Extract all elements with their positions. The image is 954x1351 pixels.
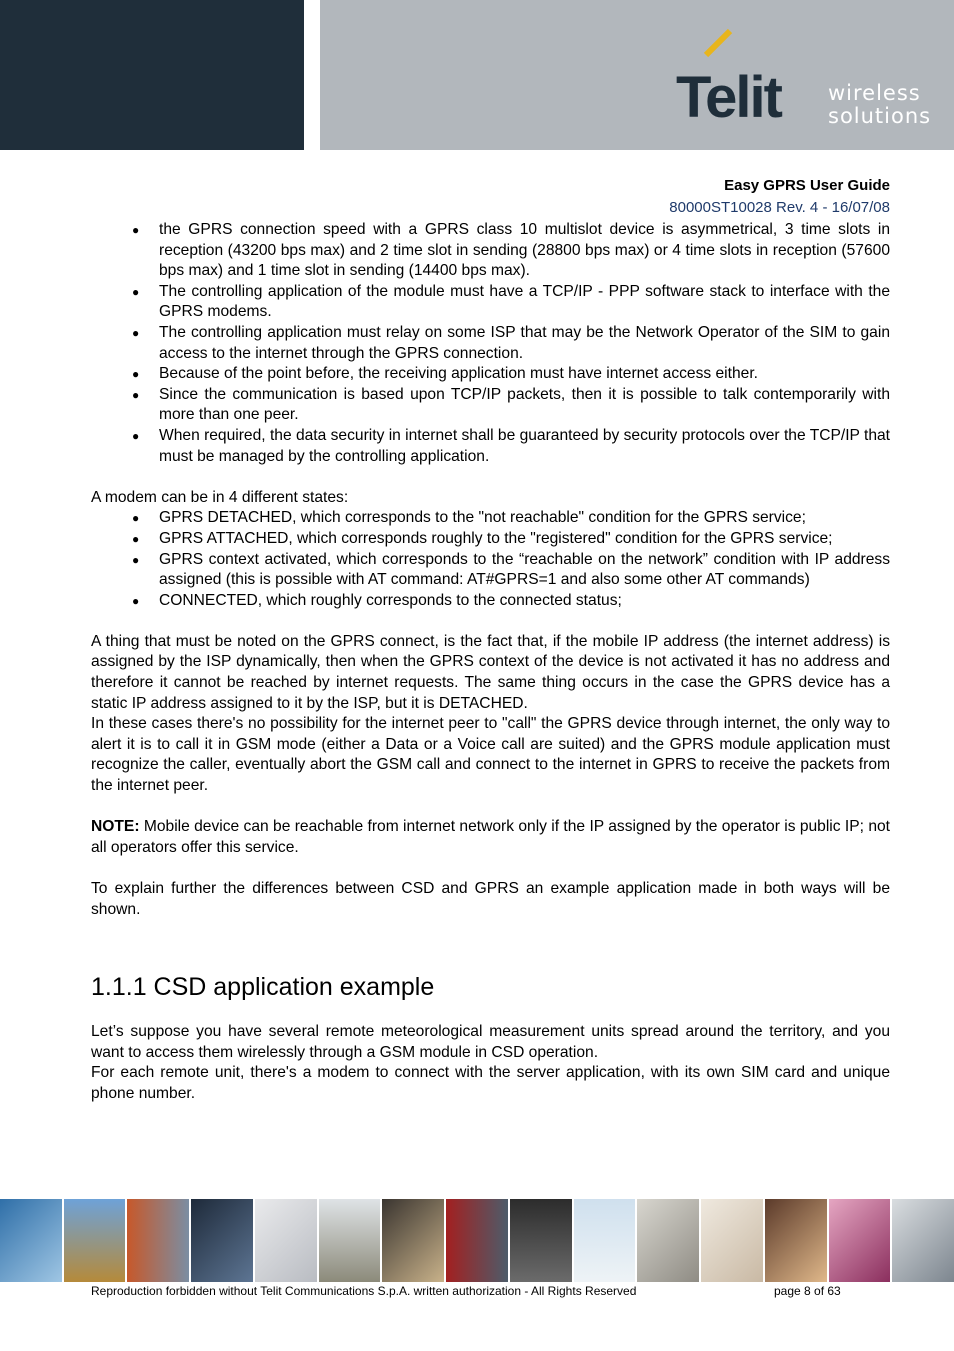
list-item: ● CONNECTED, which roughly corresponds to the connected status; xyxy=(132,591,622,609)
requirements-list xyxy=(91,220,890,467)
telit-logo xyxy=(676,52,936,132)
states-intro: A modem can be in 4 different states: xyxy=(91,488,349,506)
paragraph-csd-intro: Let’s suppose you have several remote meteorological measurement units spread around the territory, and you want to access them wirelessly through a GSM module in CSD operation. xyxy=(91,1023,890,1061)
footer-photo-strip xyxy=(0,1199,954,1282)
header-dark-band xyxy=(0,0,304,150)
list-item: ● Since the communication is based upon TCP/IP packets, then it is possible to talk contemporarily with more than one peer. xyxy=(132,385,890,424)
logo-tagline: wireless solutions xyxy=(828,81,932,128)
page-number: page 8 of 63 xyxy=(774,1284,841,1298)
paragraph-ip-address: A thing that must be noted on the GPRS connect, is the fact that, if the mobile IP address (the internet address) is assigned by the ISP dynamically, then when the GPRS context of the device is not activated it has no address and therefore it cannot be reached by internet requests. The same thing occurs in the case the GPRS device has a static IP address assigned to it by the ISP, but it is DETACHED. xyxy=(91,632,890,712)
list-item: ● GPRS DETACHED, which corresponds to the "not reachable" condition for the GPRS service; xyxy=(132,509,806,527)
note-label: NOTE: xyxy=(91,818,140,836)
list-item: ● Because of the point before, the receiving application must have internet access either. xyxy=(132,365,758,383)
logo-word: Telit xyxy=(676,65,781,130)
doc-title: Easy GPRS User Guide xyxy=(724,177,890,194)
paragraph-explain: To explain further the differences between CSD and GPRS an example application made in both ways will be shown. xyxy=(91,880,890,918)
footer xyxy=(91,1284,851,1298)
paragraph-call: In these cases there's no possibility for the internet peer to "call" the GPRS device through internet, the only way to alert it is to call it in GSM mode (either a Data or a Voice call are suited) and the GPRS module application must recognize the caller, eventually abort the GSM call and connect to the internet in GPRS to receive the packets from the internet peer. xyxy=(91,715,890,795)
modem-states-list xyxy=(91,508,890,611)
page-body xyxy=(91,220,890,1105)
section-heading: 1.1.1 CSD application example xyxy=(91,973,435,1002)
list-item: ● GPRS ATTACHED, which corresponds roughly to the "registered" condition for the GPRS service; xyxy=(132,529,833,547)
footer-copyright: Reproduction forbidden without Telit Communications S.p.A. written authorization - All Rights Reserved xyxy=(91,1284,637,1298)
list-item: ● GPRS context activated, which corresponds to the “reachable on the network” condition with IP address assigned (this is possible with AT command: AT#GPRS=1 and also some other AT commands) xyxy=(132,550,890,589)
note-text: Mobile device can be reachable from internet network only if the IP assigned by the operator is public IP; not all operators offer this service. xyxy=(91,818,890,856)
list-item: ● The controlling application of the module must have a TCP/IP - PPP software stack to interface with the GPRS modems. xyxy=(132,282,890,321)
list-item: ● the GPRS connection speed with a GPRS class 10 multislot device is asymmetrical, 3 time slots in reception (43200 bps max) and 2 time slot in sending (28800 bps max) or 4 time slots in reception (57600 bps max) and 1 time slot in sending (14400 bps max). xyxy=(132,221,890,280)
list-item: ● When required, the data security in internet shall be guaranteed by security protocols over the TCP/IP that must be managed by the controlling application. xyxy=(132,426,891,465)
doc-revision: 80000ST10028 Rev. 4 - 16/07/08 xyxy=(669,199,890,216)
note xyxy=(91,817,890,858)
list-item: ● The controlling application must relay on some ISP that may be the Network Operator of the SIM to gain access to the internet through the GPRS connection. xyxy=(132,323,890,362)
paragraph-csd-modem: For each remote unit, there's a modem to connect with the server application, with its own SIM card and unique phone number. xyxy=(91,1064,890,1102)
